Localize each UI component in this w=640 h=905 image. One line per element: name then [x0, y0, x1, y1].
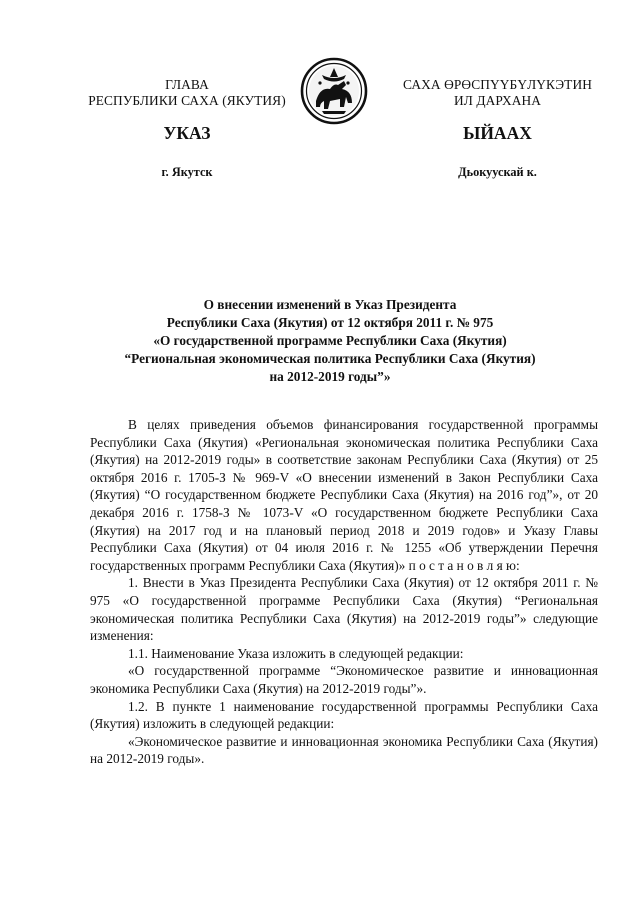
body-paragraph: 1. Внести в Указ Президента Республики Саха (Якутия) от 12 октября 2011 г. № 975 «О государственной программе Республики Саха (Якутия) “Региональная экономическая политика Республики Саха (Якутия) на 2012-2019 годы”» следующие изменения:	[90, 575, 598, 644]
decree-title-yakut: ЫЙААХ	[463, 123, 532, 143]
document-title-line: Республики Саха (Якутия) от 12 октября 2011 г. № 975	[166, 315, 494, 330]
body-paragraph: «О государственной программе “Экономическое развитие и инновационная экономика Республики Саха (Якутия) на 2012-2019 годы”».	[90, 663, 598, 696]
body-paragraph: В целях приведения объемов финансирования государственной программы Республики Саха (Якутия) «Региональная экономическая политика Республики Саха (Якутия) на 2012-2019 годы» в соответствие законам Республики Саха (Якутия) от 25 октября 2016 г. 1705-З № 969-V «О внесении изменений в Закон Республики Саха (Якутия) “О государственном бюджете Республики Саха (Якутия) на 2016 год”», от 20 декабря 2016 г. 1758-З № 1073-V «О государственном бюджете Республики Саха (Якутия) на 2017 год и на плановый период 2018 и 2019 годов» и Указу Главы Республики Саха (Якутия) от 04 июля 2016 г. № 1255 «Об утверждении Перечня государственных программ Республики Саха (Якутия)» п о с т а н о в л я ю:	[90, 417, 598, 573]
document-title-line: на 2012-2019 годы”»	[269, 369, 391, 384]
issuer-left-line1: ГЛАВА	[165, 77, 209, 92]
body-paragraph: «Экономическое развитие и инновационная экономика Республики Саха (Якутия) на 2012-2019 годы».	[90, 733, 598, 767]
issuer-right-line2: ИЛ ДАРХАНА	[453, 93, 542, 108]
document-body	[90, 416, 598, 768]
body-paragraph: 1.2. В пункте 1 наименование государственной программы Республики Саха (Якутия) изложить в следующей редакции:	[90, 698, 598, 732]
coat-of-arms-icon	[300, 57, 368, 125]
issuer-left-line2: РЕСПУБЛИКИ САХА (ЯКУТИЯ)	[88, 93, 286, 108]
issuer-left	[62, 77, 312, 109]
document-title	[90, 296, 570, 386]
issuer-right-line1: САХА ӨРӨСПҮҮБҮЛҮКЭТИН	[402, 77, 593, 92]
document-title-line: “Региональная экономическая политика Республики Саха (Якутия)	[124, 351, 536, 366]
document-title-line: О внесении изменений в Указ Президента	[203, 297, 457, 312]
document-title-line: «О государственной программе Республики Саха (Якутия)	[153, 333, 507, 348]
decree-title-russian: УКАЗ	[163, 123, 211, 143]
issuer-right	[370, 77, 625, 109]
body-paragraph: 1.1. Наименование Указа изложить в следующей редакции:	[128, 645, 464, 661]
city-russian: г. Якутск	[161, 165, 213, 179]
city-yakut: Дьокуускай к.	[458, 165, 537, 179]
